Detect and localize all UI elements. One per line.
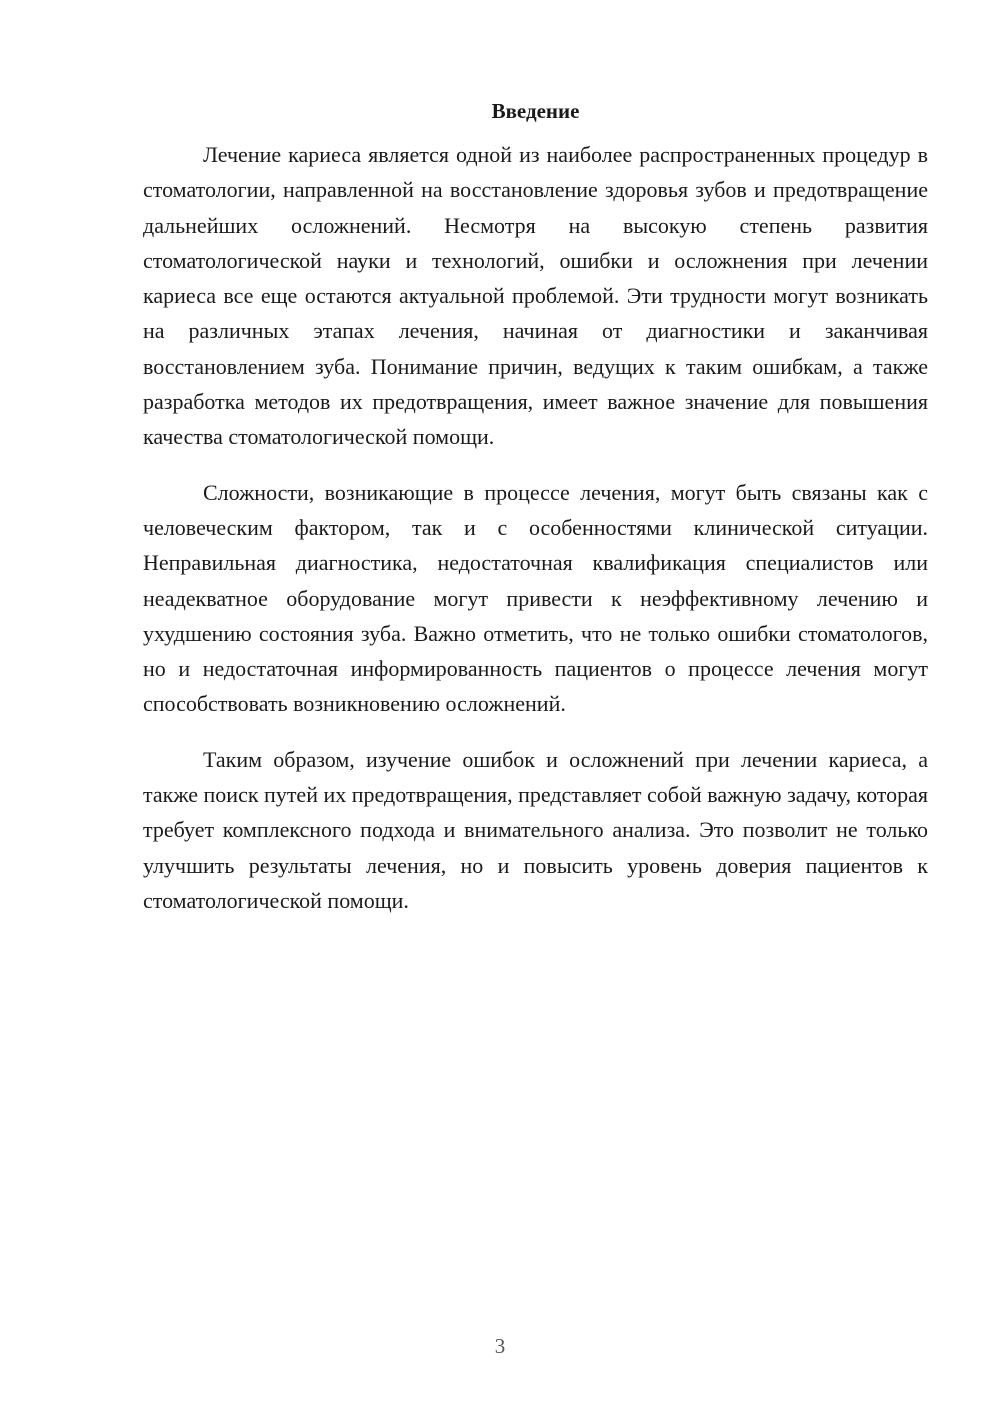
section-heading: Введение: [491, 99, 580, 123]
paragraph-1: Лечение кариеса является одной из наиболее распространенных процедур в стоматологии, направленной на восстановление здоровья зубов и предотвращение дальнейших осложнений. Несмотря на высокую степень развития стоматологической науки и технологий, ошибки и осложнения при лечении кариеса все еще остаются актуальной проблемой. Эти трудности могут возникать на различных этапах лечения, начиная от диагностики и заканчивая восстановлением зуба. Понимание причин, ведущих к таким ошибкам, а также разработка методов их предотвращения, имеет важное значение для повышения качества стоматологической помощи.: [143, 142, 928, 450]
page-number: 3: [494, 1334, 506, 1358]
paragraph-2: Сложности, возникающие в процессе лечения, могут быть связаны как с человеческим фактором, так и с особенностями клинической ситуации. Неправильная диагностика, недостаточная квалификация специалистов или неадекватное оборудование могут привести к неэффективному лечению и ухудшению состояния зуба. Важно отметить, что не только ошибки стоматологов, но и недостаточная информированность пациентов о процессе лечения могут способствовать возникновению осложнений.: [143, 479, 928, 717]
page-content: [143, 94, 928, 938]
paragraph-3: Таким образом, изучение ошибок и осложнений при лечении кариеса, а также поиск путей их предотвращения, представляет собой важную задачу, которая требует комплексного подхода и внимательного анализа. Это позволит не только улучшить результаты лечения, но и повысить уровень доверия пациентов к стоматологической помощи.: [143, 746, 928, 913]
